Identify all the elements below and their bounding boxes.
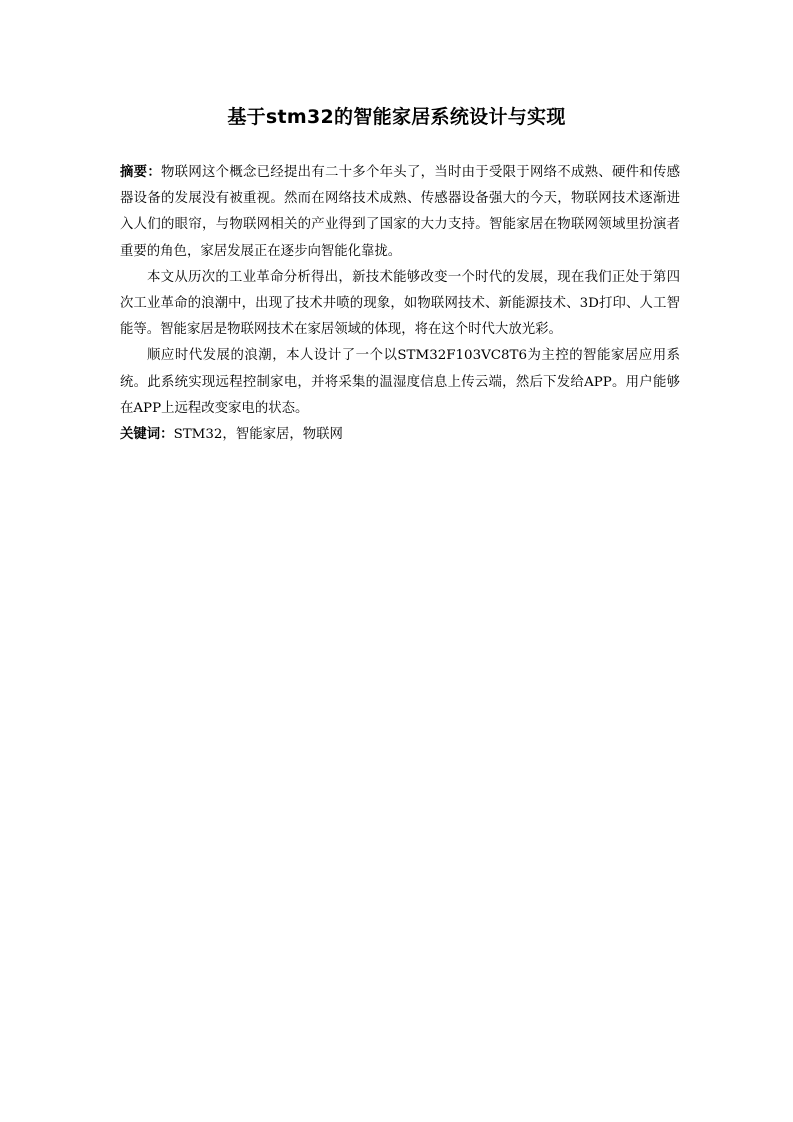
keywords-label: 关键词： — [120, 427, 174, 443]
abstract-paragraph-2: 本文从历次的工业革命分析得出，新技术能够改变一个时代的发展，现在我们正处于第四次工业革命的浪潮中，出现了技术井喷的现象，如物联网技术、新能源技术、3D打印、人工智能等。智能家居是物联网技术在家居领域的体现，将在这个时代大放光彩。 — [120, 269, 680, 338]
abstract-paragraph-1 — [120, 160, 680, 265]
abstract-paragraph-3: 顺应时代发展的浪潮，本人设计了一个以STM32F103VC8T6为主控的智能家居应用系统。此系统实现远程控制家电，并将采集的温湿度信息上传云端，然后下发给APP。用户能够在APP上远程改变家电的状态。 — [120, 348, 680, 416]
abstract-section — [120, 160, 680, 448]
abstract-text-1: 物联网这个概念已经提出有二十多个年头了，当时由于受限于网络不成熟、硬件和传感器设备的发展没有被重视。然而在网络技术成熟、传感器设备强大的今天，物联网技术逐渐进入人们的眼帘，与物联网相关的产业得到了国家的大力支持。智能家居在物联网领域里扮演者重要的角色，家居发展正在逐步向智能化靠拢。 — [120, 165, 681, 259]
document-title: 基于stm32的智能家居系统设计与实现 — [227, 106, 566, 128]
keywords-text: STM32，智能家居，物联网 — [173, 427, 343, 443]
abstract-label: 摘要： — [120, 165, 161, 180]
keywords-line — [120, 422, 680, 448]
